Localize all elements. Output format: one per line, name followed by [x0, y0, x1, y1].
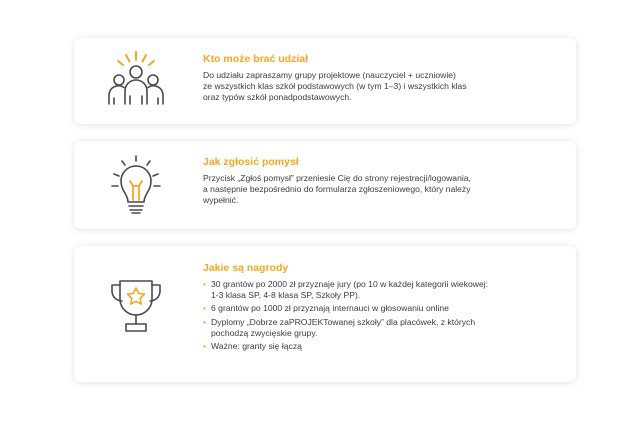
trophy-icon — [100, 269, 172, 341]
lightbulb-icon — [100, 150, 172, 222]
card-title: Jakie są nagrody — [203, 262, 289, 274]
list-item: • 6 grantów po 1000 zł przyznają internauci w głosowaniu online — [203, 303, 449, 314]
info-card-who — [74, 38, 576, 124]
card-title: Jak zgłosić pomysł — [203, 156, 299, 168]
info-card-prizes — [74, 246, 576, 382]
list-item: • Dyplomy „Dobrze zaPROJEKTowanej szkoły” dla placówek, z których pochodzą zwycięskie grupy. — [203, 316, 476, 338]
card-description: Do udziału zapraszamy grupy projektowe (nauczyciel + uczniowie) ze wszystkich klas szkół podstawowych (w tym 1–3) i wszystkich klas oraz typów szkół ponadpodstawowych. — [203, 70, 467, 103]
bullet: • — [203, 341, 207, 352]
bullet: • — [203, 316, 207, 327]
card-description: Przycisk „Zgłoś pomysł” przeniesie Cię do strony rejestracji/logowania, a następnie bezpośrednio do formularza zgłoszeniowego, który należy wypełnić. — [203, 173, 471, 206]
bullet: • — [203, 303, 207, 314]
list-item: • Ważne: granty się łączą — [203, 341, 302, 352]
info-card-how — [74, 141, 576, 229]
card-title: Kto może brać udział — [203, 53, 309, 65]
list-item: • 30 grantów po 2000 zł przyznaje jury (po 10 w każdej kategorii wiekowej: 1-3 klasa SP, 4-8 klasa SP, Szkoły PP). — [203, 279, 489, 301]
bullet: • — [203, 279, 207, 289]
prize-list — [203, 279, 562, 352]
group-people-icon — [100, 46, 172, 118]
